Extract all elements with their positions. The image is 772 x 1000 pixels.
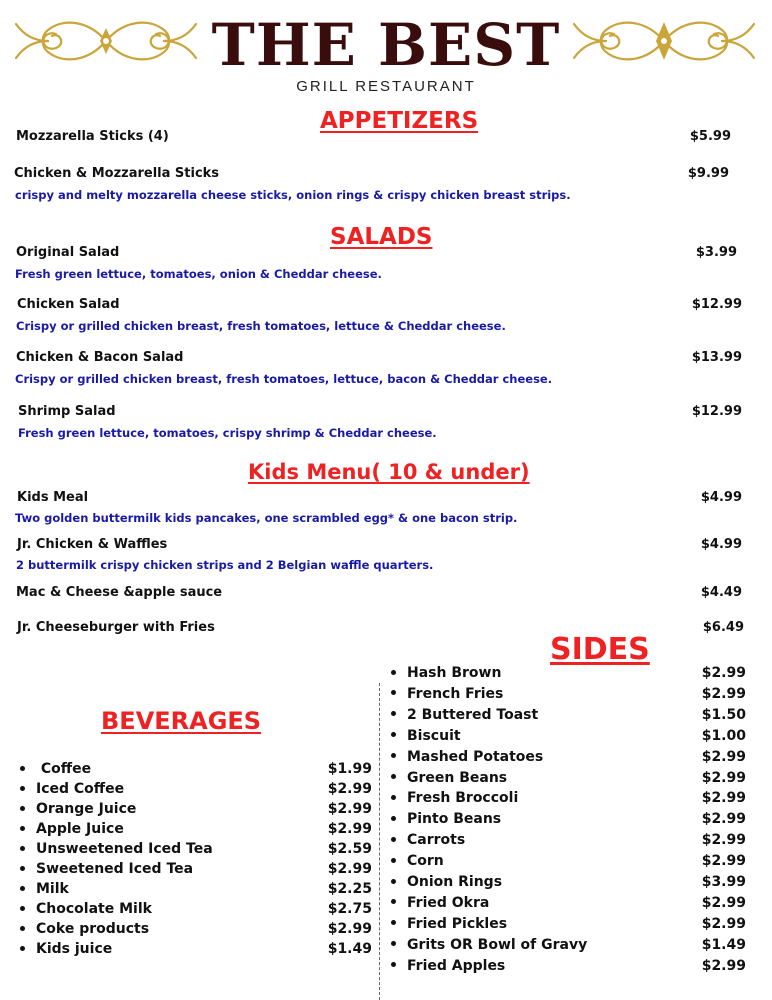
menu-item-price: $6.49: [702, 620, 744, 635]
list-item: [20, 801, 136, 817]
list-item-name: Corn: [407, 853, 444, 870]
bullet-icon: [391, 858, 396, 863]
bullet-icon: [391, 732, 396, 737]
bullet-icon: [391, 670, 396, 675]
salads-title: SALADS: [330, 224, 433, 250]
bullet-icon: [391, 753, 396, 758]
list-item: [20, 901, 152, 917]
menu-item-price: $9.99: [687, 166, 729, 181]
list-item-name: Iced Coffee: [36, 781, 125, 797]
menu-item-name: Mac & Cheese &apple sauce: [16, 585, 223, 600]
list-item: [391, 874, 502, 890]
list-item: [391, 937, 587, 953]
menu-item-name: Jr. Cheeseburger with Fries: [17, 620, 215, 635]
list-item: [391, 790, 518, 806]
list-item: [391, 686, 503, 702]
restaurant-title: THE BEST: [211, 11, 561, 79]
list-item: [391, 916, 507, 932]
list-item-price: $1.50: [701, 706, 746, 723]
list-item-price: $1.49: [327, 941, 372, 957]
list-item-name: Biscuit: [407, 727, 461, 744]
list-item-name: Green Beans: [407, 769, 508, 786]
list-item: [20, 921, 149, 937]
menu-item-name: Kids Meal: [17, 490, 89, 505]
bullet-icon: [391, 816, 396, 821]
menu-item-description: Fresh green lettuce, tomatoes, crispy shrimp & Cheddar cheese.: [18, 426, 437, 440]
list-item: [20, 781, 124, 797]
list-item-price: $2.99: [701, 769, 746, 786]
bullet-icon: [391, 711, 396, 716]
list-item: [391, 728, 461, 744]
menu-item-price: $4.99: [700, 537, 742, 552]
list-item-name: Orange Juice: [36, 801, 137, 817]
bullet-icon: [391, 899, 396, 904]
list-item-price: $2.25: [327, 881, 372, 897]
list-item: [20, 821, 124, 837]
list-item-name: Carrots: [407, 832, 466, 849]
menu-item-name: Original Salad: [16, 245, 120, 260]
list-item: [391, 853, 444, 869]
list-item-name: Pinto Beans: [407, 811, 502, 828]
menu-item-description: crispy and melty mozzarella cheese sticks, onion rings & crispy chicken breast strips.: [15, 188, 571, 202]
list-item-price: $2.99: [701, 790, 746, 807]
list-item-price: $2.59: [327, 841, 372, 857]
list-item-name: Milk: [36, 881, 69, 897]
beverages-title: BEVERAGES: [101, 707, 262, 735]
list-item-price: $2.99: [701, 957, 746, 974]
list-item-name: Mashed Potatoes: [407, 748, 544, 765]
bullet-icon: [391, 962, 396, 967]
list-item-name: Sweetened Iced Tea: [36, 861, 194, 877]
list-item: [391, 832, 465, 848]
list-item: [20, 881, 69, 897]
list-item-name: Fresh Broccoli: [407, 790, 519, 807]
menu-item-name: Mozzarella Sticks (4): [16, 129, 169, 144]
list-item-price: $2.99: [327, 781, 372, 797]
bullet-icon: [20, 946, 25, 951]
menu-item-price: $12.99: [691, 404, 742, 419]
list-item-price: $2.99: [701, 853, 746, 870]
bullet-icon: [20, 906, 25, 911]
bullet-icon: [391, 795, 396, 800]
menu-item-name: Jr. Chicken & Waffles: [17, 537, 168, 552]
list-item-price: $3.99: [701, 874, 746, 890]
menu-item-description: Fresh green lettuce, tomatoes, onion & Cheddar cheese.: [15, 267, 382, 281]
menu-item-price: $4.99: [700, 490, 742, 505]
list-item-name: Unsweetened Iced Tea: [36, 841, 213, 857]
list-item-price: $2.99: [701, 665, 746, 681]
bullet-icon: [391, 774, 396, 779]
bullet-icon: [391, 690, 396, 695]
menu-item-price: $5.99: [689, 129, 731, 144]
bullet-icon: [20, 926, 25, 931]
menu-item-description: Crispy or grilled chicken breast, fresh tomatoes, lettuce, bacon & Cheddar cheese.: [15, 372, 553, 386]
list-item-name: Onion Rings: [407, 874, 503, 890]
list-item-name: Fried Pickles: [407, 915, 508, 932]
bullet-icon: [20, 846, 25, 851]
menu-item-price: $4.49: [700, 585, 742, 600]
list-item: [20, 841, 213, 857]
list-item-price: $2.99: [701, 685, 746, 702]
list-item: [391, 895, 489, 911]
sides-title: SIDES: [550, 632, 650, 667]
restaurant-subtitle: GRILL RESTAURANT: [296, 78, 476, 95]
list-item: [20, 761, 91, 777]
list-item-name: Apple Juice: [36, 821, 124, 837]
appetizers-title: APPETIZERS: [320, 108, 479, 134]
menu-item-price: $13.99: [691, 350, 742, 365]
list-item-price: $2.99: [701, 832, 746, 849]
bullet-icon: [391, 941, 396, 946]
menu-item-description: Two golden buttermilk kids pancakes, one scrambled egg* & one bacon strip.: [15, 511, 518, 525]
list-item-price: $2.99: [327, 801, 372, 817]
list-item-name: Fried Okra: [407, 894, 490, 911]
menu-item-name: Chicken & Bacon Salad: [16, 350, 184, 365]
list-item: [20, 941, 112, 957]
menu-item-name: Chicken Salad: [17, 297, 120, 312]
list-item-price: $2.99: [327, 861, 372, 877]
menu-item-name: Shrimp Salad: [18, 404, 116, 419]
list-item: [391, 770, 507, 786]
menu-item-description: Crispy or grilled chicken breast, fresh tomatoes, lettuce & Cheddar cheese.: [16, 319, 506, 333]
bullet-icon: [20, 806, 25, 811]
list-item-price: $2.99: [327, 921, 372, 937]
menu-item-name: Chicken & Mozzarella Sticks: [14, 166, 220, 181]
bullet-icon: [20, 866, 25, 871]
column-divider: [379, 683, 380, 1000]
list-item: [391, 749, 543, 765]
list-item-price: $1.99: [327, 761, 372, 777]
list-item-price: $2.99: [701, 748, 746, 765]
list-item-price: $2.99: [327, 821, 372, 837]
bullet-icon: [20, 766, 25, 771]
list-item-name: 2 Buttered Toast: [407, 706, 539, 723]
list-item: [20, 861, 193, 877]
list-item-price: $2.99: [701, 811, 746, 828]
list-item-name: Chocolate Milk: [36, 901, 152, 917]
list-item-name: Coffee: [36, 761, 92, 777]
bullet-icon: [391, 879, 396, 884]
list-item-name: Kids juice: [36, 941, 113, 957]
list-item: [391, 958, 505, 974]
bullet-icon: [20, 786, 25, 791]
bullet-icon: [20, 886, 25, 891]
list-item: [391, 707, 538, 723]
list-item-price: $2.75: [327, 901, 372, 917]
list-item-price: $1.00: [701, 727, 746, 744]
bullet-icon: [391, 920, 396, 925]
list-item: [391, 665, 501, 681]
list-item-price: $1.49: [701, 936, 746, 953]
kids-menu-title: Kids Menu( 10 & under): [248, 460, 530, 484]
bullet-icon: [391, 837, 396, 842]
list-item: [391, 811, 501, 827]
list-item-name: Hash Brown: [407, 665, 502, 681]
list-item-name: Coke products: [36, 921, 150, 937]
list-item-price: $2.99: [701, 915, 746, 932]
list-item-name: Fried Apples: [407, 957, 506, 974]
list-item-name: Grits OR Bowl of Gravy: [407, 936, 588, 953]
menu-item-price: $12.99: [691, 297, 742, 312]
bullet-icon: [20, 826, 25, 831]
menu-item-description: 2 buttermilk crispy chicken strips and 2 Belgian waffle quarters.: [16, 558, 434, 572]
menu-item-price: $3.99: [695, 245, 737, 260]
list-item-name: French Fries: [407, 685, 504, 702]
list-item-price: $2.99: [701, 894, 746, 911]
